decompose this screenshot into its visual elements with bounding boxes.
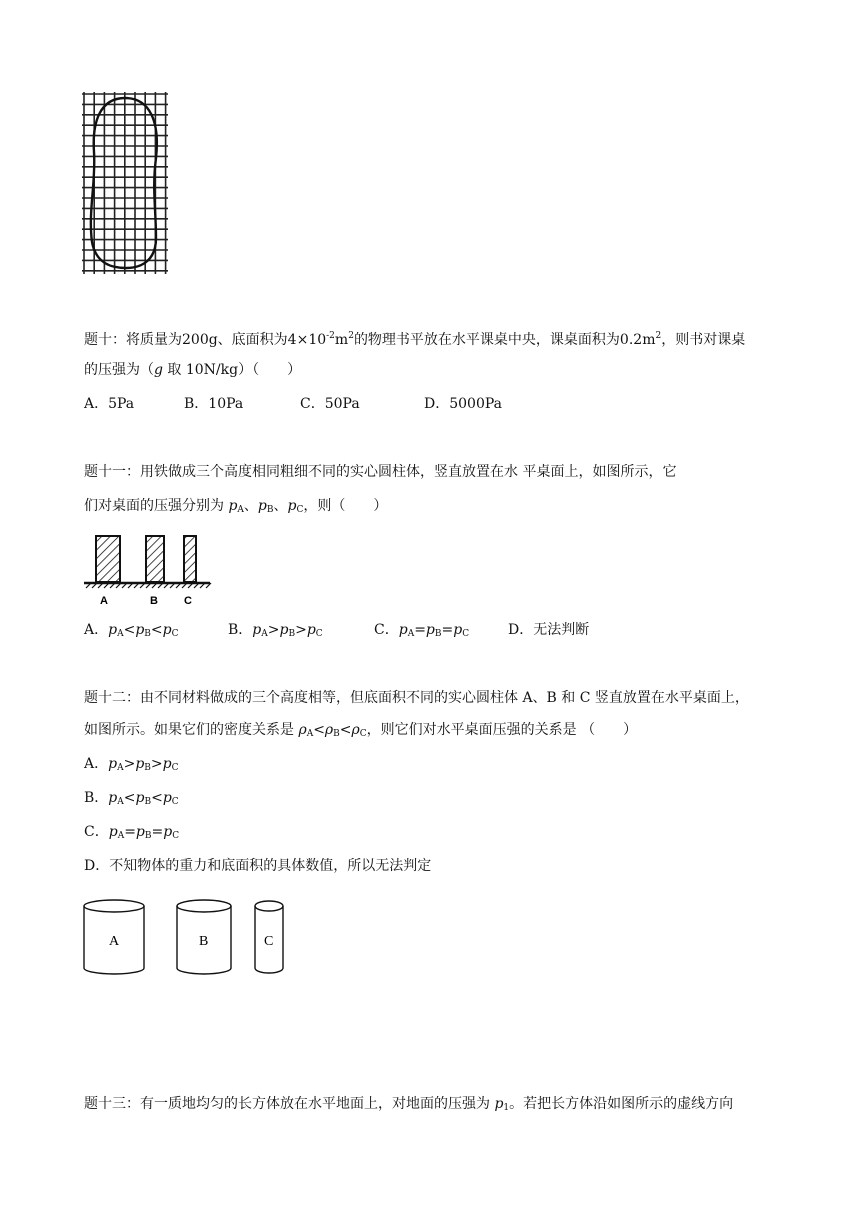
- q11-option-c: C．$p_A=p_B=p_C$: [374, 622, 470, 639]
- q12-option-d: D．不知物体的重力和底面积的具体数值，所以无法判定: [84, 858, 432, 874]
- q11-option-d: D．无法判断: [508, 622, 590, 638]
- cyl-label-a: A: [100, 595, 108, 607]
- q11-option-a: A．$p_A<p_B<p_C$: [84, 622, 179, 639]
- q12-option-b: B．$p_A<p_B<p_C$: [84, 790, 179, 807]
- cylinders-outline-figure: [80, 894, 290, 980]
- cyl-label-b: B: [150, 595, 158, 607]
- cylinders-hatched-figure: [82, 530, 214, 608]
- q10-stem-line1: 题十：将质量为200g、底面积为$4\times 10^{-2}m^2$的物理书平放在水平课桌中央，课桌面积为$0.2m^2$，则书对课桌: [84, 331, 746, 348]
- q10-option-a: A．5Pa: [84, 396, 135, 412]
- footprint-grid-figure: [82, 92, 168, 274]
- q12-option-a: A．$p_A>p_B>p_C$: [84, 756, 179, 773]
- q12-stem-line2: 如图所示。如果它们的密度关系是 $\rho_A<\rho_B<\rho_C$，则它们对水平桌面压强的关系是 （ ）: [84, 722, 638, 739]
- q10-stem-line2: 的压强为（g 取 10N/kg）（ ）: [84, 362, 302, 378]
- q10-option-b: B．10Pa: [184, 396, 244, 412]
- q11-stem-line2: 们对桌面的压强分别为 $p_A$、$p_B$、$p_C$，则（ ）: [84, 498, 388, 515]
- cyl-outline-label-b: B: [199, 934, 209, 949]
- q12-option-c: C．$p_A=p_B=p_C$: [84, 824, 180, 841]
- q10-option-c: C．50Pa: [300, 396, 360, 412]
- cyl-outline-label-a: A: [109, 934, 120, 949]
- cyl-outline-label-c: C: [264, 934, 274, 949]
- cyl-label-c: C: [184, 595, 192, 607]
- q10-option-d: D．5000Pa: [424, 396, 502, 412]
- q11-option-b: B．$p_A>p_B>p_C$: [228, 622, 323, 639]
- q12-stem-line1: 题十二：由不同材料做成的三个高度相等，但底面积不同的实心圆柱体 A、B 和 C 竖直放置在水平桌面上，: [84, 690, 749, 706]
- q13-stem-line1: 题十三：有一质地均匀的长方体放在水平地面上，对地面的压强为 $p_1$。若把长方体沿如图所示的虚线方向: [84, 1096, 734, 1113]
- q11-stem-line1: 题十一：用铁做成三个高度相同粗细不同的实心圆柱体，竖直放置在水 平桌面上，如图所示，它: [84, 464, 677, 480]
